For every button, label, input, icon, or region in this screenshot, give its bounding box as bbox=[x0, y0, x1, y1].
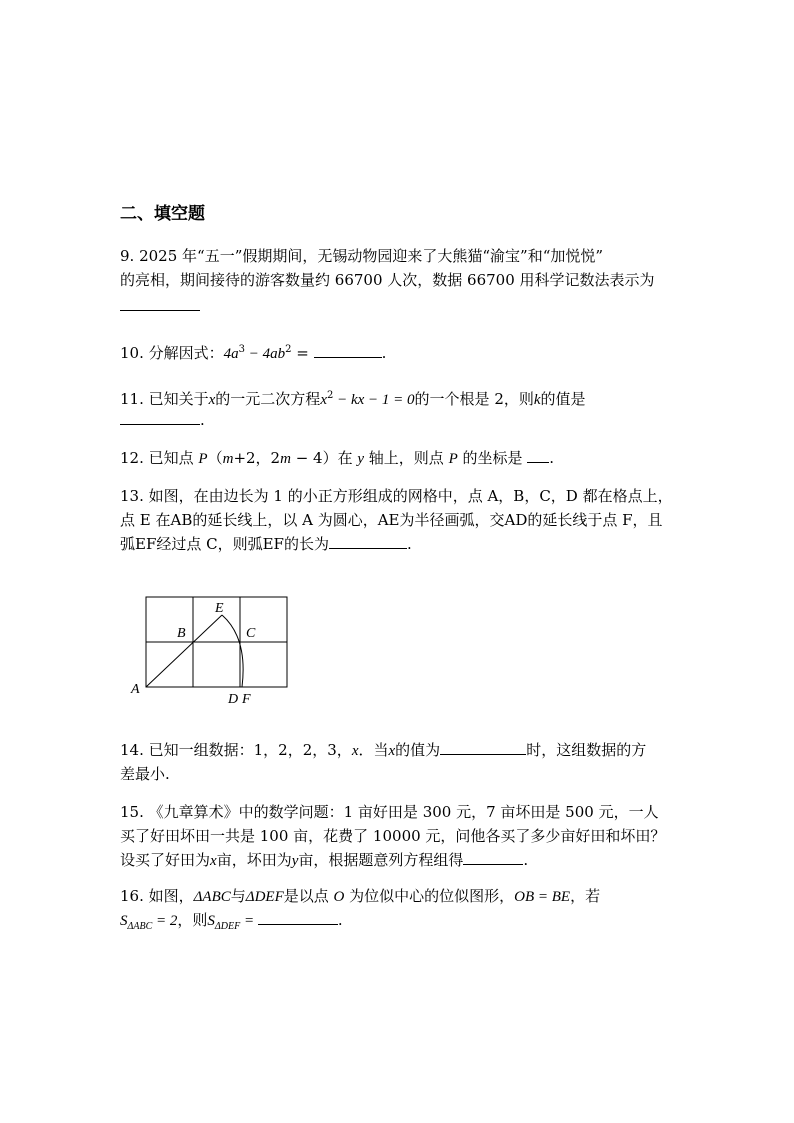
q12-p2: P bbox=[448, 451, 458, 467]
q16-text-f: ，则 bbox=[177, 911, 208, 929]
q16-s1-sub: ΔABC bbox=[127, 921, 153, 932]
q16-text-c: 是以点 bbox=[283, 887, 334, 905]
q15-line1: 15. 《九章算术》中的数学问题：1 亩好田是 300 元，7 亩坏田是 500 元，一人 bbox=[120, 803, 659, 821]
label-a: A bbox=[131, 682, 140, 697]
label-f: F bbox=[242, 692, 251, 707]
q12-m2: m bbox=[280, 451, 291, 467]
q12-text-e: 轴上，则点 bbox=[364, 449, 449, 467]
q16-s1: S bbox=[120, 913, 128, 929]
q11-answer-blank[interactable] bbox=[120, 410, 200, 425]
q13-text-a: 弧EF经过点 C，则弧EF的长为 bbox=[120, 535, 329, 553]
q14-text-b: ．当 bbox=[358, 741, 389, 759]
q16-tri1: ΔABC bbox=[193, 889, 231, 905]
q16-text-a: 16. 如图， bbox=[120, 887, 194, 905]
q12-y: y bbox=[357, 451, 365, 467]
q15-suffix: . bbox=[523, 851, 529, 869]
q11-eq-exp: 2 bbox=[326, 390, 334, 401]
q10-answer-blank[interactable] bbox=[314, 343, 382, 358]
q12-text-b: （ bbox=[207, 449, 223, 467]
q15-y: y bbox=[291, 853, 299, 869]
q12-answer-blank[interactable] bbox=[527, 448, 549, 463]
q10 bbox=[120, 340, 386, 364]
q10-mid: − 4ab bbox=[245, 346, 286, 362]
q10-suffix: . bbox=[381, 344, 387, 362]
q12-p: P bbox=[198, 451, 208, 467]
q9-answer-blank[interactable] bbox=[120, 296, 200, 311]
q16-text-d: 为位似中心的位似图形， bbox=[344, 887, 515, 905]
q14-answer-blank[interactable] bbox=[440, 740, 526, 755]
q16-tri2: ΔDEF bbox=[245, 889, 284, 905]
q12-text-f: 的坐标是 bbox=[457, 449, 528, 467]
q14-x2: x bbox=[388, 743, 396, 759]
q12 bbox=[120, 448, 554, 469]
label-b: B bbox=[177, 626, 186, 641]
q15-answer-blank[interactable] bbox=[463, 850, 523, 865]
q9-line2: 的亮相，期间接待的游客数量约 66700 人次，数据 66700 用科学记数法表示为 bbox=[120, 271, 655, 289]
q15-x: x bbox=[210, 853, 217, 869]
q14-line1 bbox=[120, 740, 646, 761]
label-d: D bbox=[228, 692, 239, 707]
q16-s1-val: = 2 bbox=[152, 913, 178, 929]
q16-suffix: . bbox=[337, 911, 343, 929]
q12-m: m bbox=[222, 451, 234, 467]
q14-text-d: 时，这组数据的方 bbox=[526, 741, 647, 759]
grid-figure bbox=[120, 590, 300, 710]
q16-o: O bbox=[333, 889, 345, 905]
q11-var-x: x bbox=[208, 392, 216, 408]
q11-eq-a: x bbox=[320, 392, 327, 408]
q15-text-b: 亩，坏田为 bbox=[216, 851, 292, 869]
q13-line2: 点 E 在AB的延长线上，以 A 为圆心，AE为半径画弧，交AD的延长线于点 F，且 bbox=[120, 511, 663, 529]
q14-x1: x bbox=[351, 743, 359, 759]
q10-prefix: 10. 分解因式： bbox=[120, 344, 224, 362]
q15-line3 bbox=[120, 850, 528, 871]
q16-line2 bbox=[120, 910, 343, 937]
q16-answer-blank[interactable] bbox=[258, 910, 338, 925]
q11-line1 bbox=[120, 386, 586, 410]
q16-s2: S bbox=[207, 913, 215, 929]
q12-text-c: +2，2 bbox=[233, 449, 281, 467]
q15-line2: 买了好田坏田一共是 100 亩，花费了 10000 元，问他各买了多少亩好田和坏田？ bbox=[120, 827, 666, 845]
q13-line3 bbox=[120, 534, 412, 554]
q13-line1: 13. 如图，在由边长为 1 的小正方形组成的网格中，点 A，B，C，D 都在格点上， bbox=[120, 487, 673, 505]
q11-line2 bbox=[120, 410, 205, 430]
q11-text-a: 11. 已知关于 bbox=[120, 390, 209, 408]
q16-line1 bbox=[120, 886, 600, 907]
q13-suffix: . bbox=[406, 535, 412, 553]
section-title: 二、填空题 bbox=[120, 204, 205, 224]
q10-eq: = bbox=[291, 344, 314, 362]
q16-text-e: ，若 bbox=[570, 887, 601, 905]
q14-line2: 差最小. bbox=[120, 765, 170, 783]
q11-suffix: . bbox=[200, 411, 205, 429]
q12-text-a: 12. 已知点 bbox=[120, 449, 199, 467]
q11-text-c: 的一个根是 2，则 bbox=[414, 390, 534, 408]
q9-line1: 9. 2025 年“五一”假期期间，无锡动物园迎来了大熊猫“渝宝”和“加悦悦” bbox=[120, 247, 604, 265]
q15-text-c: 亩，根据题意列方程组得 bbox=[298, 851, 464, 869]
label-e: E bbox=[215, 601, 224, 616]
q11-text-b: 的一元二次方程 bbox=[215, 390, 321, 408]
q10-exp2: 2 bbox=[285, 344, 292, 355]
q10-exp3: 3 bbox=[238, 344, 245, 355]
q11-eq-b: − kx − 1 = 0 bbox=[333, 392, 415, 408]
q11-text-d: 的值是 bbox=[540, 390, 586, 408]
q13-answer-blank[interactable] bbox=[329, 534, 407, 549]
q16-ob-be: OB = BE bbox=[514, 889, 571, 905]
q12-text-d: − 4）在 bbox=[290, 449, 358, 467]
q12-suffix: . bbox=[549, 449, 555, 467]
q15-text-a: 设买了好田为 bbox=[120, 851, 211, 869]
q16-s2-sub: ΔDEF bbox=[214, 921, 241, 932]
q11-var-k: k bbox=[533, 392, 541, 408]
label-c: C bbox=[246, 626, 256, 641]
q14-text-a: 14. 已知一组数据：1，2，2，3， bbox=[120, 741, 352, 759]
q10-expr-a: 4a bbox=[223, 346, 239, 362]
q14-text-c: 的值为 bbox=[395, 741, 441, 759]
q16-text-b: 与 bbox=[230, 887, 246, 905]
q16-s2-eq: = bbox=[240, 913, 258, 929]
